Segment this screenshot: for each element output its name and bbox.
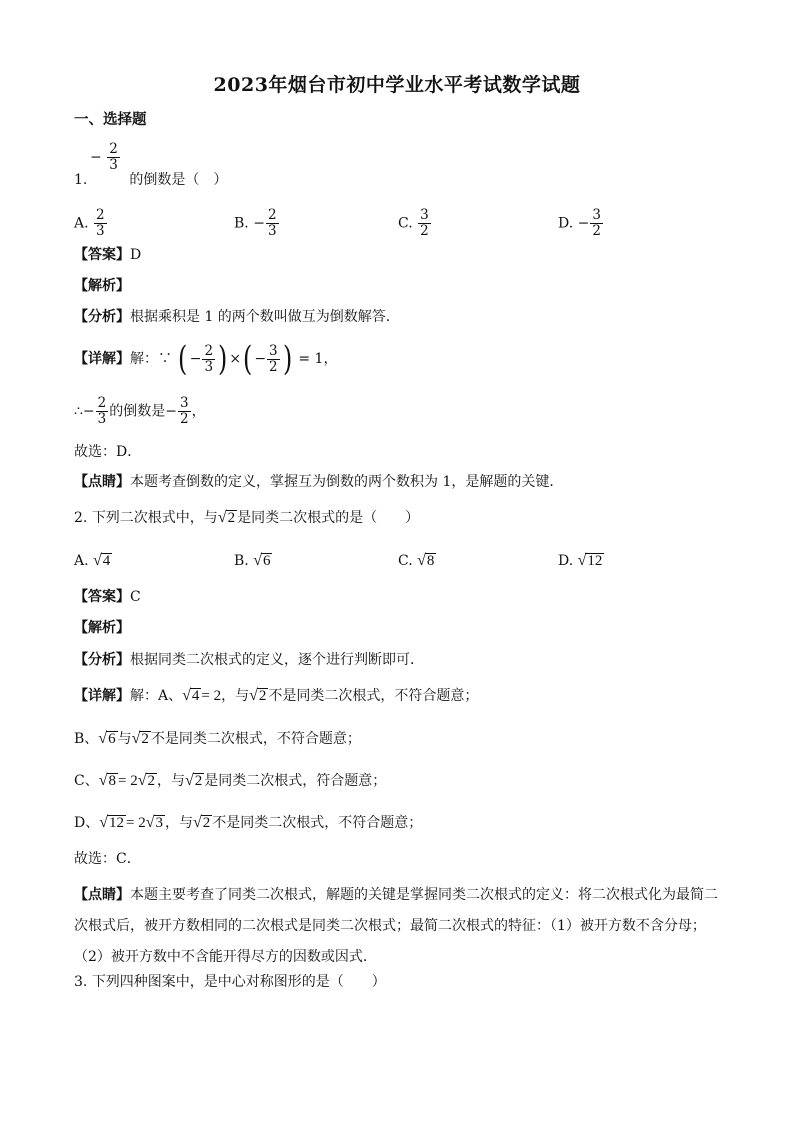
q1-option-c: C. $\frac{3}{2}$: [398, 207, 429, 239]
q1-option-a: A. $\frac{2}{3}$: [74, 207, 105, 239]
fraction: $\frac{2}{3}$: [267, 207, 277, 239]
fraction: $\frac{3}{2}$: [592, 207, 601, 239]
radical: √ 8: [98, 772, 116, 789]
radical: √ 8: [417, 552, 435, 569]
q2-option-a: A. √ 4: [74, 552, 111, 569]
q2-option-c: C. √ 8: [398, 552, 435, 569]
q1-therefore: ∴− $\frac{2}{3}$ 的倒数是− $\frac{3}{2}$ ，: [74, 395, 206, 427]
radical: √ 6: [98, 730, 116, 747]
q2-answer: 【答案】C: [74, 589, 141, 605]
q1-answer: 【答案】D: [74, 247, 142, 263]
q2-fenxi: 【分析】根据同类二次根式的定义，逐个进行判断即可．: [74, 652, 424, 668]
radical: √ 4: [182, 687, 200, 704]
q2-option-d: D. √ 12: [558, 552, 603, 569]
radical: √ 4: [93, 552, 111, 569]
q2-jiexi-tag: 【解析】: [74, 620, 130, 636]
q1-option-b: B. − $\frac{2}{3}$: [234, 207, 277, 239]
q1-stem: 1. 的倒数是（ ）: [74, 172, 228, 188]
radical: √ 2: [193, 814, 211, 831]
radical: √ 2: [217, 509, 236, 526]
q2-xiangjie-c: C、 √ 8 = 2 √ 2 ，与 √ 2 是同类二次根式，符合题意；: [74, 772, 387, 789]
radical: √ 2: [185, 772, 203, 789]
radical: √ 2: [137, 772, 155, 789]
q2-xiangjie-a: 【详解】解：A、 √ 4 = 2，与 √ 2 不是同类二次根式，不符合题意；: [74, 687, 479, 704]
fraction: $\frac{3}{2}$: [269, 342, 278, 375]
fraction: $\frac{2}{3}$: [97, 395, 107, 427]
radical: √ 12: [577, 552, 603, 569]
q2-option-b: B. √ 6: [234, 552, 271, 569]
q3-stem: 3. 下列四种图案中，是中心对称图形的是（ ）: [74, 974, 386, 990]
q1-jiexi-tag: 【解析】: [74, 278, 130, 294]
q2-choose: 故选：C．: [74, 851, 141, 867]
radical: √ 12: [99, 814, 125, 831]
page-title: 2023年烟台市初中学业水平考试数学试题: [213, 74, 581, 96]
q1-stem-fraction: − $\frac{2}{3}$: [90, 141, 118, 173]
section-heading: 一、选择题: [74, 111, 147, 128]
q2-xiangjie-d: D、 √ 12 = 2 √ 3 ，与 √ 2 不是同类二次根式，不符合题意；: [74, 814, 423, 831]
q2-stem: 2. 下列二次根式中，与 √ 2 是同类二次根式的是（ ）: [74, 509, 420, 526]
q1-option-d: D. − $\frac{3}{2}$: [558, 207, 601, 239]
q2-dianjing: 【点睛】本题主要考查了同类二次根式，解题的关键是掌握同类二次根式的定义：将二次根式化为最简二次根式后，被开方数相同的二次根式是同类二次根式；最简二次根式的特征：（1）被开方数不含分母；（2）被开方数中不含能开得尽方的因数或因式．: [74, 887, 718, 965]
fraction: $\frac{2}{3}$: [96, 207, 105, 239]
fraction: $\frac{3}{2}$: [420, 207, 429, 239]
fraction: $\frac{2}{3}$: [204, 342, 214, 375]
q1-choose: 故选：D．: [74, 444, 142, 460]
q2-xiangjie-b: B、 √ 6 与 √ 2 不是同类二次根式，不符合题意；: [74, 730, 361, 747]
q1-dianjing: 【点睛】本题考查倒数的定义，掌握互为倒数的两个数积为 1，是解题的关键．: [74, 474, 564, 490]
radical: √ 6: [253, 552, 271, 569]
radical: √ 2: [131, 730, 149, 747]
fraction: $\frac{2}{3}$: [109, 141, 118, 173]
q1-fenxi: 【分析】根据乘积是 1 的两个数叫做互为倒数解答．: [74, 309, 400, 325]
radical: √ 2: [249, 687, 267, 704]
radical: √ 3: [145, 814, 164, 831]
fraction: $\frac{3}{2}$: [179, 395, 189, 427]
q1-xiangjie: 【详解】解：∵ ( − $\frac{2}{3}$ ) ×( − $\frac{3}{2}$ ) = 1，: [74, 339, 338, 379]
